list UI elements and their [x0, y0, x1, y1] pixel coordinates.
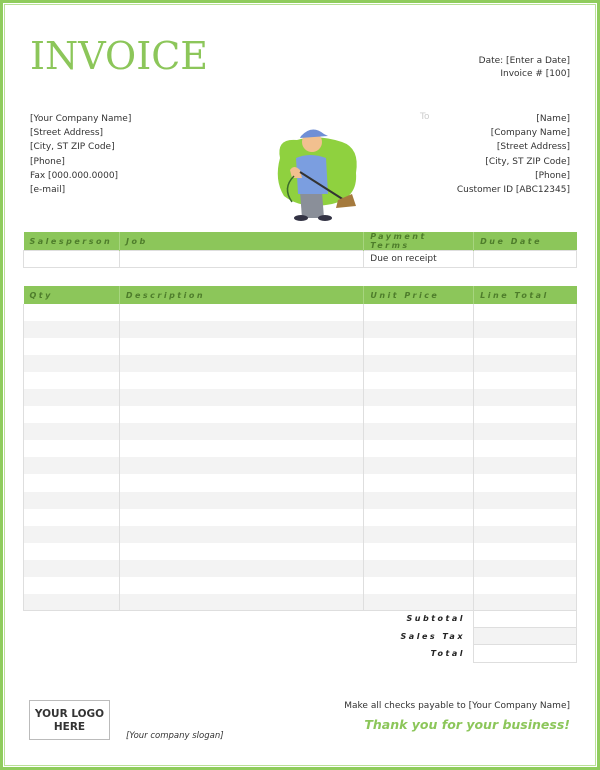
unit-price-cell[interactable]	[364, 406, 474, 423]
thank-you-message: Thank you for your business!	[364, 717, 570, 732]
header-unit-price: Unit Price	[364, 286, 474, 304]
item-row	[24, 509, 577, 526]
recipient-name[interactable]: [Name]	[536, 114, 570, 124]
unit-price-cell[interactable]	[364, 543, 474, 560]
line-total-cell[interactable]	[474, 457, 577, 474]
item-row	[24, 543, 577, 560]
qty-cell[interactable]	[24, 577, 120, 594]
sales-tax-value[interactable]	[473, 628, 577, 646]
qty-cell[interactable]	[24, 304, 120, 321]
total-value[interactable]	[473, 645, 577, 663]
recipient-phone[interactable]: [Phone]	[535, 170, 570, 181]
recipient-street[interactable]: [Street Address]	[496, 142, 570, 153]
line-total-cell[interactable]	[474, 594, 577, 611]
recipient-address	[457, 112, 570, 197]
item-row	[24, 594, 577, 611]
qty-cell[interactable]	[24, 355, 120, 372]
sender-city[interactable]: [City, ST ZIP Code]	[30, 142, 115, 153]
header-job: Job	[119, 232, 363, 251]
to-label: To	[420, 112, 430, 122]
invoice-date[interactable]: Date: [Enter a Date]	[478, 56, 570, 66]
unit-price-cell[interactable]	[364, 457, 474, 474]
company-slogan[interactable]: [Your company slogan]	[126, 731, 224, 741]
sender-company[interactable]: [Your Company Name]	[30, 114, 132, 124]
sender-fax[interactable]: Fax [000.000.0000]	[30, 170, 119, 181]
sales-tax-row	[363, 628, 577, 646]
unit-price-cell[interactable]	[364, 338, 474, 355]
item-row	[24, 457, 577, 474]
items-table	[23, 286, 577, 611]
item-row	[24, 355, 577, 372]
description-cell[interactable]	[119, 440, 364, 457]
item-row	[24, 560, 577, 577]
recipient-city[interactable]: [City, ST ZIP Code]	[485, 156, 570, 167]
customer-id[interactable]: Customer ID [ABC12345]	[456, 185, 570, 196]
description-cell[interactable]	[119, 560, 364, 577]
unit-price-cell[interactable]	[364, 492, 474, 509]
line-total-cell[interactable]	[474, 543, 577, 560]
item-row	[24, 492, 577, 509]
item-row	[24, 372, 577, 389]
line-total-cell[interactable]	[474, 440, 577, 457]
line-total-cell[interactable]	[474, 338, 577, 355]
description-cell[interactable]	[119, 406, 364, 423]
qty-cell[interactable]	[24, 474, 120, 491]
line-total-cell[interactable]	[474, 372, 577, 389]
logo-line-1: YOUR LOGO	[34, 708, 105, 720]
sender-address	[30, 112, 131, 197]
qty-cell[interactable]	[24, 389, 120, 406]
header-due-date: Due Date	[474, 232, 577, 251]
payable-note: Make all checks payable to [Your Company Name]	[344, 701, 570, 711]
description-cell[interactable]	[119, 389, 364, 406]
unit-price-cell[interactable]	[364, 560, 474, 577]
qty-cell[interactable]	[24, 440, 120, 457]
sales-tax-label: Sales Tax	[400, 631, 465, 641]
payment-terms-cell[interactable]: Due on receipt	[364, 251, 474, 268]
description-cell[interactable]	[119, 338, 364, 355]
qty-cell[interactable]	[24, 457, 120, 474]
description-cell[interactable]	[119, 423, 364, 440]
qty-cell[interactable]	[24, 372, 120, 389]
line-total-cell[interactable]	[474, 423, 577, 440]
header-line-total: Line Total	[474, 286, 577, 304]
totals-block	[363, 610, 577, 663]
unit-price-cell[interactable]	[364, 526, 474, 543]
qty-cell[interactable]	[24, 509, 120, 526]
qty-cell[interactable]	[24, 423, 120, 440]
unit-price-cell[interactable]	[364, 440, 474, 457]
line-total-cell[interactable]	[474, 492, 577, 509]
info-table	[23, 232, 577, 268]
line-total-cell[interactable]	[474, 389, 577, 406]
line-total-cell[interactable]	[474, 526, 577, 543]
qty-cell[interactable]	[24, 560, 120, 577]
qty-cell[interactable]	[24, 406, 120, 423]
invoice-meta	[479, 55, 570, 81]
line-total-cell[interactable]	[474, 509, 577, 526]
unit-price-cell[interactable]	[364, 423, 474, 440]
description-cell[interactable]	[119, 321, 364, 338]
header-qty: Qty	[24, 286, 120, 304]
unit-price-cell[interactable]	[364, 355, 474, 372]
sender-street[interactable]: [Street Address]	[30, 128, 104, 139]
qty-cell[interactable]	[24, 321, 120, 338]
item-row	[24, 406, 577, 423]
item-row	[24, 321, 577, 338]
description-cell[interactable]	[119, 577, 364, 594]
description-cell[interactable]	[119, 594, 364, 611]
item-row	[24, 423, 577, 440]
salesperson-cell[interactable]	[24, 251, 120, 268]
sender-email[interactable]: [e-mail]	[30, 185, 66, 196]
subtotal-label: Subtotal	[406, 614, 465, 623]
qty-cell[interactable]	[24, 526, 120, 543]
item-row	[24, 440, 577, 457]
line-total-cell[interactable]	[474, 560, 577, 577]
total-row	[363, 645, 577, 663]
line-total-cell[interactable]	[474, 355, 577, 372]
logo-placeholder[interactable]	[29, 700, 110, 740]
description-cell[interactable]	[119, 457, 364, 474]
unit-price-cell[interactable]	[364, 389, 474, 406]
invoice-title: INVOICE	[30, 34, 209, 78]
header-salesperson: Salesperson	[24, 232, 120, 251]
item-row	[24, 389, 577, 406]
item-row	[24, 304, 577, 321]
subtotal-row	[363, 610, 577, 628]
due-date-cell[interactable]	[474, 251, 577, 268]
description-cell[interactable]	[119, 474, 364, 491]
unit-price-cell[interactable]	[364, 304, 474, 321]
unit-price-cell[interactable]	[364, 509, 474, 526]
line-total-cell[interactable]	[474, 406, 577, 423]
unit-price-cell[interactable]	[364, 594, 474, 611]
description-cell[interactable]	[119, 355, 364, 372]
item-row	[24, 577, 577, 594]
subtotal-value[interactable]	[473, 610, 577, 628]
item-row	[24, 526, 577, 543]
description-cell[interactable]	[119, 304, 364, 321]
item-row	[24, 338, 577, 355]
line-total-cell[interactable]	[474, 304, 577, 321]
carpet-cleaner-man-icon	[272, 118, 362, 223]
unit-price-cell[interactable]	[364, 372, 474, 389]
line-total-cell[interactable]	[474, 577, 577, 594]
description-cell[interactable]	[119, 543, 364, 560]
header-description: Description	[119, 286, 364, 304]
info-row	[24, 251, 577, 268]
line-total-cell[interactable]	[474, 321, 577, 338]
qty-cell[interactable]	[24, 543, 120, 560]
item-row	[24, 474, 577, 491]
total-label: Total	[430, 649, 465, 658]
description-cell[interactable]	[119, 509, 364, 526]
recipient-company[interactable]: [Company Name]	[490, 128, 570, 139]
unit-price-cell[interactable]	[364, 577, 474, 594]
sender-phone[interactable]: [Phone]	[30, 156, 65, 167]
job-cell[interactable]	[119, 251, 363, 268]
unit-price-cell[interactable]	[364, 321, 474, 338]
invoice-number[interactable]: Invoice # [100]	[500, 69, 570, 79]
logo-line-2: HERE	[53, 721, 86, 733]
header-payment-terms: Payment Terms	[364, 232, 474, 251]
qty-cell[interactable]	[24, 492, 120, 509]
qty-cell[interactable]	[24, 338, 120, 355]
description-cell[interactable]	[119, 526, 364, 543]
description-cell[interactable]	[119, 492, 364, 509]
line-total-cell[interactable]	[474, 474, 577, 491]
unit-price-cell[interactable]	[364, 474, 474, 491]
description-cell[interactable]	[119, 372, 364, 389]
qty-cell[interactable]	[24, 594, 120, 611]
